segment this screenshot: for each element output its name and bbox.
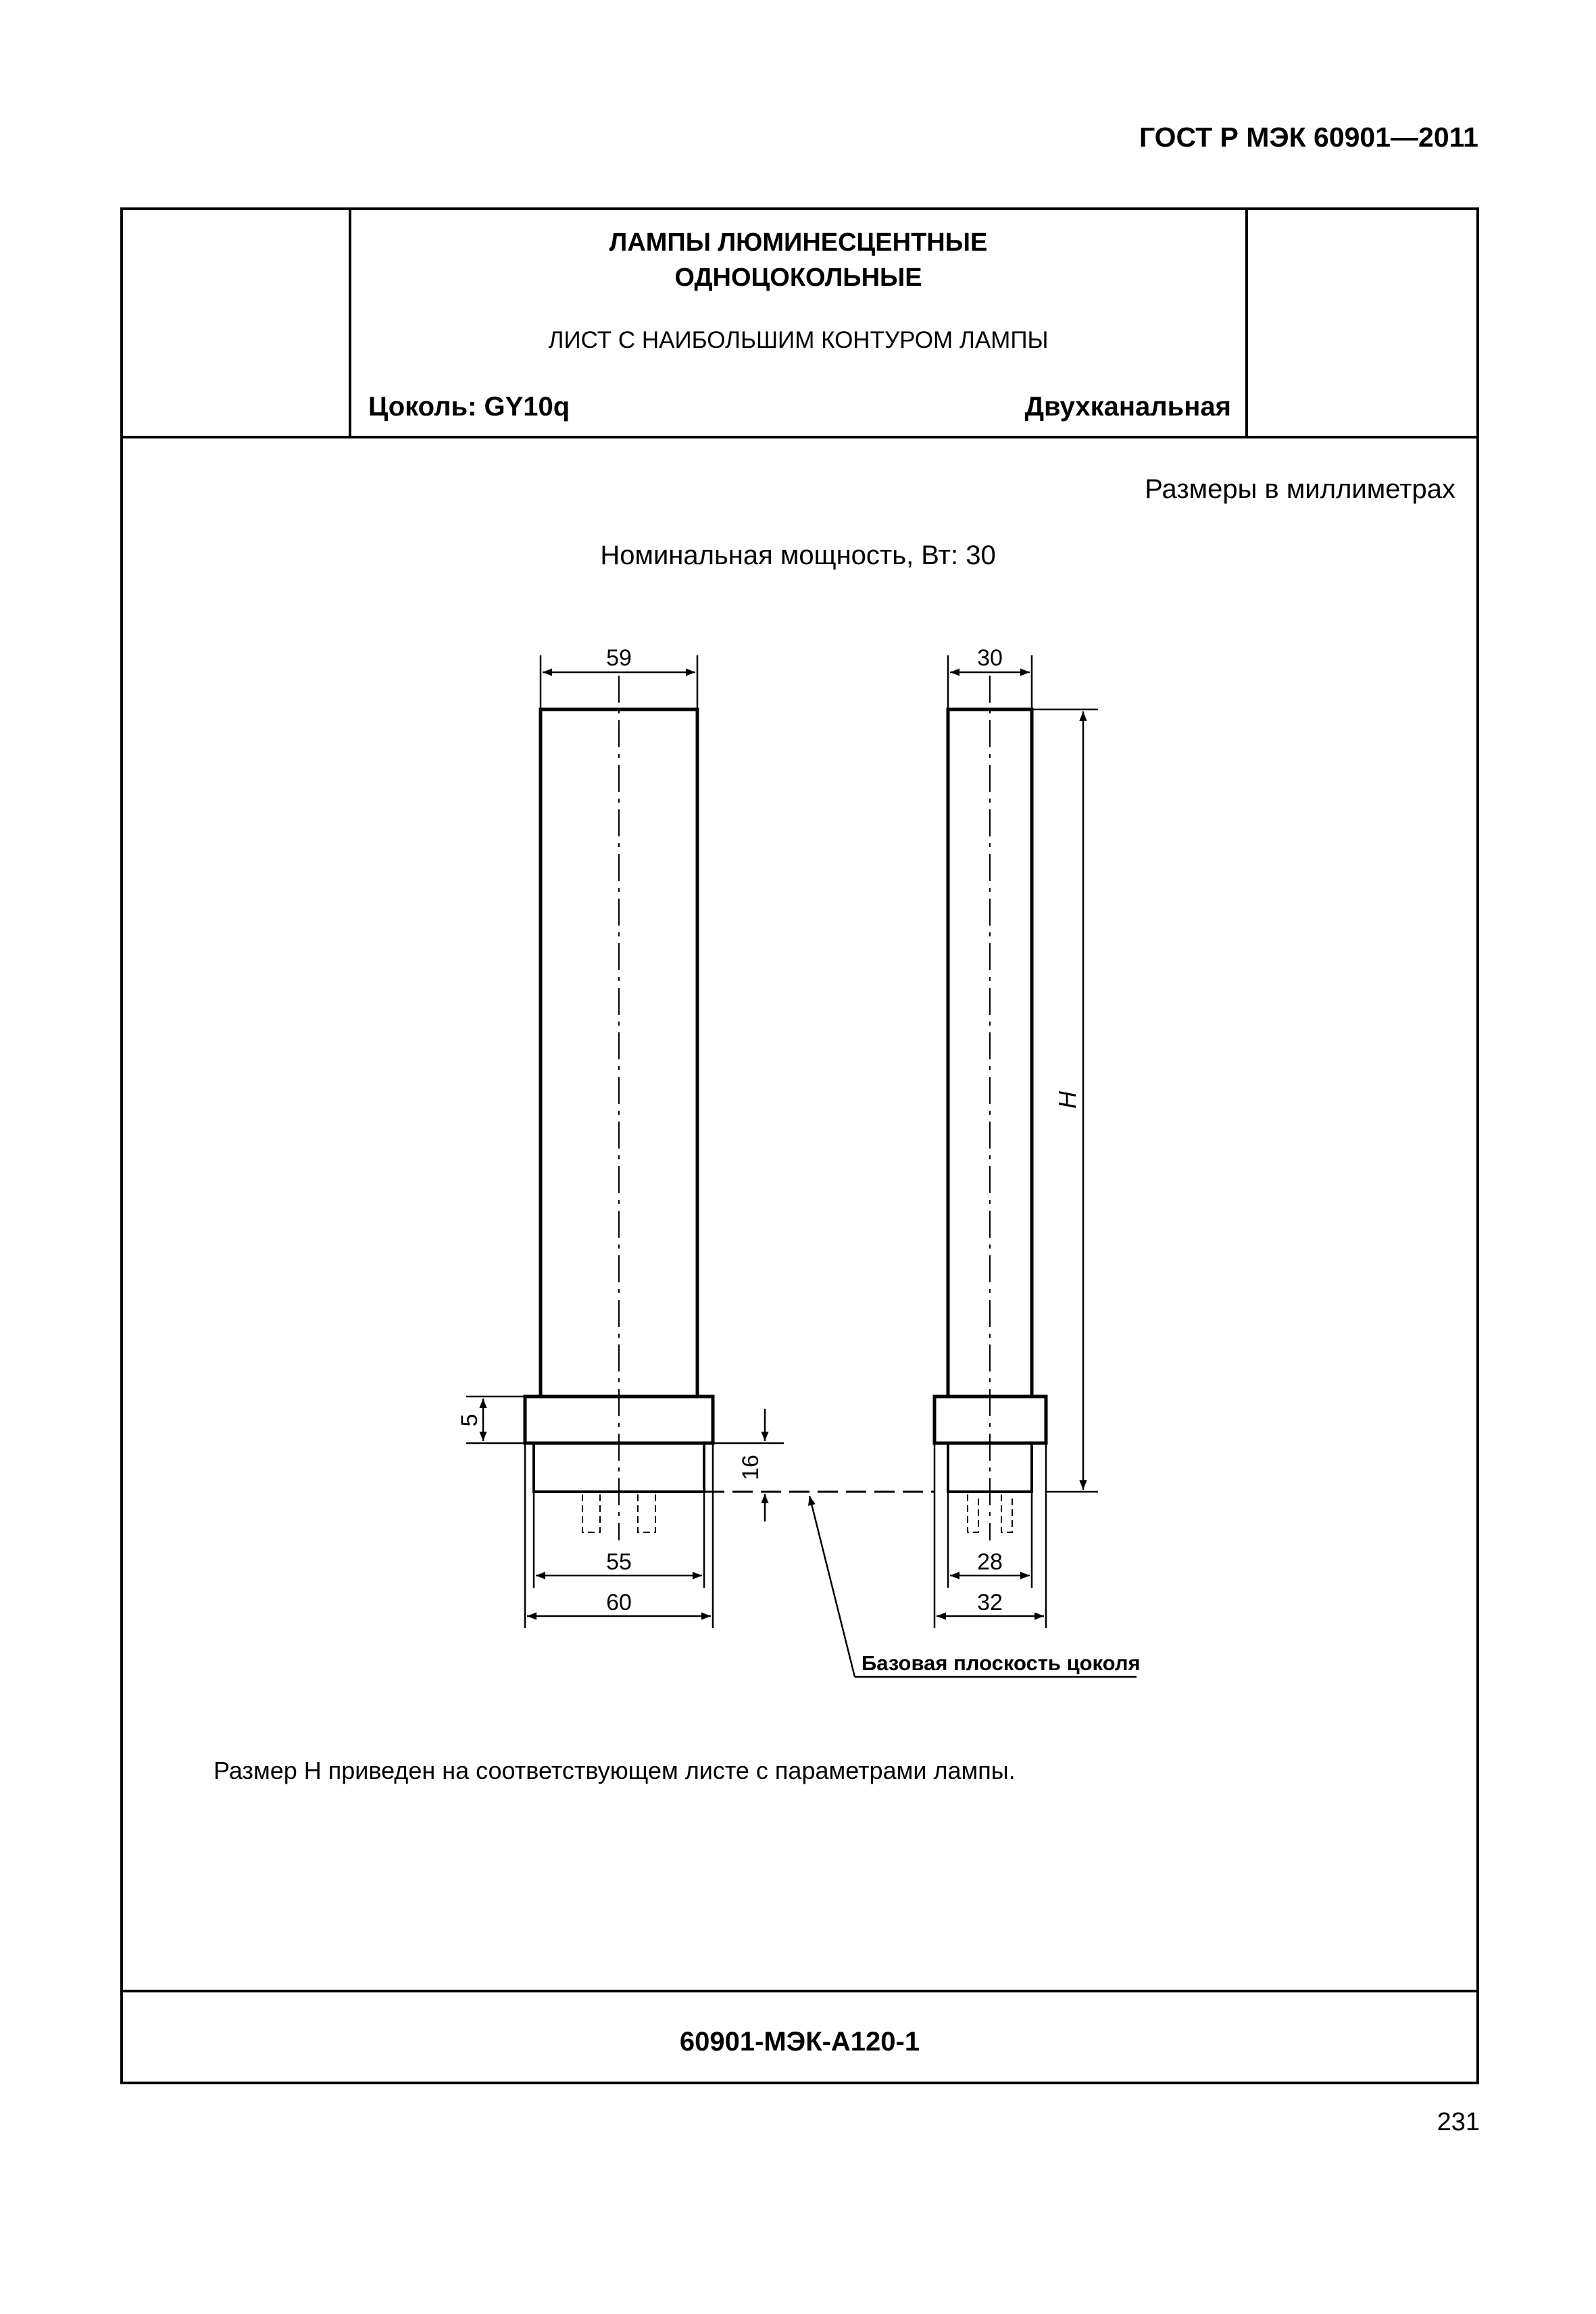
dim-text-59: 59 <box>606 645 632 671</box>
units-note: Размеры в миллиметрах <box>1145 474 1455 504</box>
dim-text-5: 5 <box>457 1413 482 1427</box>
dim-text-32: 32 <box>977 1590 1003 1615</box>
dim-text-h: H <box>1053 1091 1081 1109</box>
note-dimension-h: Размер H приведен на соответствующем листе с параметрами лампы. <box>214 1757 1016 1784</box>
sheet-code: 60901-МЭК-A120-1 <box>679 2027 920 2057</box>
lamp-kind-label: Двухканальная <box>1024 392 1231 422</box>
sheet-title-line-2: ОДНОЦОКОЛЬНЫЕ <box>674 263 922 292</box>
dimension-lines <box>466 655 1137 1677</box>
dim-text-30: 30 <box>977 645 1003 671</box>
dim-text-28: 28 <box>977 1549 1003 1575</box>
dim-text-55: 55 <box>606 1549 632 1575</box>
front-view <box>525 676 713 1540</box>
dim-text-60: 60 <box>606 1590 632 1615</box>
reference-plane-leader <box>809 1496 855 1677</box>
nominal-power: Номинальная мощность, Вт: 30 <box>600 540 996 570</box>
side-view <box>934 676 1046 1540</box>
sheet-title-line-1: ЛАМПЫ ЛЮМИНЕСЦЕНТНЫЕ <box>609 228 988 257</box>
page-number: 231 <box>1437 2108 1480 2136</box>
reference-plane-label: Базовая плоскость цоколя <box>862 1651 1141 1675</box>
dim-text-16: 16 <box>738 1455 764 1480</box>
base-type-label: Цоколь: GY10q <box>368 392 570 422</box>
sheet-subtitle: ЛИСТ С НАИБОЛЬШИМ КОНТУРОМ ЛАМПЫ <box>548 327 1049 353</box>
standard-number: ГОСТ Р МЭК 60901—2011 <box>1139 122 1478 153</box>
